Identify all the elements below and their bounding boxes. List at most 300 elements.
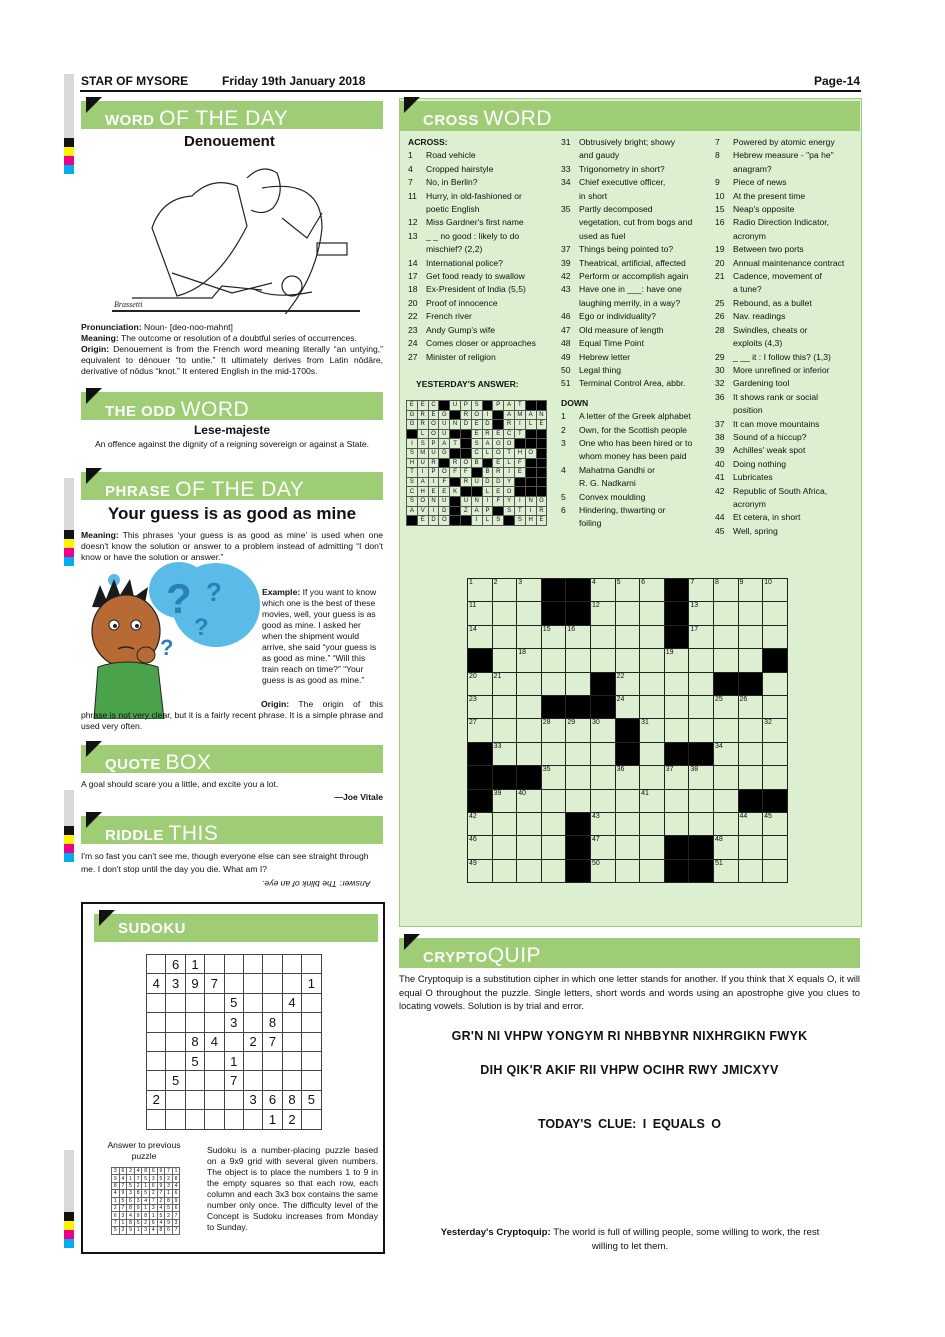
crossword-cell <box>566 649 591 672</box>
answer-cell: L <box>417 429 428 439</box>
black-square <box>492 766 517 789</box>
sudoku-cell: 2 <box>142 1219 150 1226</box>
clue-row <box>715 176 844 189</box>
answer-cell: T <box>504 448 515 458</box>
crossword-cell <box>541 719 566 742</box>
sudoku-cell: 6 <box>112 1212 120 1219</box>
clue-text: Minister of religion <box>426 351 496 362</box>
cell-number: 2 <box>493 579 498 586</box>
crossword-cell <box>763 766 788 789</box>
riddle-label-big: THIS <box>168 822 219 845</box>
clue-row <box>715 444 844 457</box>
clue-row <box>715 485 844 498</box>
answer-cell: Y <box>504 477 515 487</box>
cell-number: 50 <box>591 859 600 867</box>
cell-number: 35 <box>542 766 551 774</box>
cryptoquip-yesterday-text: The world is full of willing people, some willing to work, the rest willing to let them. <box>553 1227 820 1252</box>
black-square <box>514 439 525 449</box>
answer-cell: R <box>428 458 439 468</box>
crossword-cell <box>713 789 738 812</box>
answer-cell: D <box>439 506 450 516</box>
issue-date: Friday 19th January 2018 <box>222 74 366 88</box>
sudoku-cell: 2 <box>165 1212 173 1219</box>
crossword-cell <box>763 859 788 882</box>
clue-text: No, in Berlin? <box>426 177 478 188</box>
answer-cell: E <box>417 516 428 526</box>
answer-cell: C <box>407 487 418 497</box>
clue-text: a tune? <box>733 284 762 295</box>
clue-text: Trigonometry in short? <box>579 163 665 174</box>
black-square <box>738 672 763 695</box>
black-square <box>536 458 547 468</box>
sudoku-cell: 4 <box>112 1190 120 1197</box>
answer-cell: L <box>482 487 493 497</box>
clue-number: 27 <box>408 351 418 362</box>
svg-text:?: ? <box>194 614 209 641</box>
crossword-cell <box>640 695 665 718</box>
crossword-cell <box>590 649 615 672</box>
clue-row <box>561 283 692 296</box>
clue-number: 15 <box>715 204 725 215</box>
answer-cell: H <box>407 458 418 468</box>
sudoku-cell <box>302 1071 321 1090</box>
sudoku-cell <box>166 1110 185 1129</box>
paper-name: STAR OF MYSORE <box>81 74 189 88</box>
clue-row <box>715 404 844 417</box>
black-square <box>493 506 504 516</box>
answer-cell: O <box>460 458 471 468</box>
clue-number: 17 <box>408 271 418 282</box>
clue-text: Ex-President of India (5,5) <box>426 284 526 295</box>
sudoku-cell: 9 <box>134 1212 142 1219</box>
clue-number: 8 <box>715 150 720 161</box>
sudoku-cell: 9 <box>165 1219 173 1226</box>
clue-text: Terminal Control Area, abbr. <box>579 378 686 389</box>
clue-text: poetic English <box>426 204 480 215</box>
cell-number: 34 <box>714 742 723 750</box>
across-clues-col2 <box>561 136 692 531</box>
clue-text: and gaudy <box>579 150 620 161</box>
corner-mark <box>404 97 420 113</box>
answer-cell: B <box>471 458 482 468</box>
clue-number: 24 <box>408 338 418 349</box>
answer-cell: G <box>536 496 547 506</box>
black-square <box>664 579 689 602</box>
clue-number: 42 <box>715 485 725 496</box>
black-square <box>514 487 525 497</box>
clue-number: 14 <box>408 257 418 268</box>
cryptoquip-bar <box>399 938 860 968</box>
clue-row <box>715 216 844 229</box>
clue-row <box>408 163 536 176</box>
quote-author: —Joe Vitale <box>334 792 383 802</box>
sudoku-cell <box>185 1071 204 1090</box>
cryptoquip-label-big: QUIP <box>487 944 542 967</box>
clue-row <box>408 270 536 283</box>
sudoku-cell: 5 <box>224 993 243 1012</box>
clue-text: Doing nothing <box>733 458 787 469</box>
black-square <box>738 789 763 812</box>
clue-number: 1 <box>408 150 413 161</box>
answer-cell: P <box>493 401 504 411</box>
clue-text: Et cetera, in short <box>733 512 801 523</box>
sudoku-cell: 7 <box>263 1032 282 1051</box>
sudoku-cell: 2 <box>243 1032 262 1051</box>
crossword-cell <box>541 766 566 789</box>
answer-cell: D <box>428 516 439 526</box>
sudoku-cell <box>282 1051 301 1070</box>
crossword-cell <box>615 649 640 672</box>
sudoku-cell <box>224 974 243 993</box>
cryptoquip-label-small: CRYPTO <box>423 949 488 966</box>
crossword-cell <box>713 812 738 835</box>
clue-row <box>561 230 692 243</box>
answer-cell: E <box>536 420 547 430</box>
clue-text: Have one in ___: have one <box>579 284 682 295</box>
cell-number: 11 <box>469 602 477 610</box>
clue-number: 37 <box>715 418 725 429</box>
answer-cell: Y <box>504 496 515 506</box>
sudoku-cell: 5 <box>112 1227 120 1234</box>
cell-number: 24 <box>616 695 625 703</box>
clue-text: laughing merrily, in a way? <box>579 297 681 308</box>
cartoonist-signature: Brassetti <box>114 300 143 309</box>
clue-row <box>561 190 692 203</box>
answer-cell: P <box>428 439 439 449</box>
cryptoquip-clue: TODAY'S CLUE: I EQUALS O <box>537 1117 722 1131</box>
clue-row <box>408 337 536 350</box>
clue-text: It can move mountains <box>733 418 820 429</box>
cell-number: 6 <box>641 579 646 586</box>
clue-row <box>715 310 844 323</box>
corner-mark <box>86 388 102 404</box>
sudoku-cell: 7 <box>224 1071 243 1090</box>
black-square <box>525 458 536 468</box>
answer-cell: N <box>428 496 439 506</box>
sudoku-cell: 3 <box>172 1219 180 1226</box>
clue-text: Piece of news <box>733 177 787 188</box>
sudoku-cell <box>147 1032 166 1051</box>
sudoku-cell <box>302 993 321 1012</box>
crossword-cell <box>713 742 738 765</box>
answer-cell: M <box>514 410 525 420</box>
crossword-cell <box>738 812 763 835</box>
crossword-cell <box>689 812 714 835</box>
crossword-cell <box>640 766 665 789</box>
cell-number: 46 <box>469 836 477 844</box>
clue-text: Old measure of length <box>579 324 664 335</box>
cell-number: 51 <box>714 859 723 867</box>
across-clues-col1 <box>408 136 536 364</box>
sudoku-cell: 8 <box>127 1219 135 1226</box>
answer-cell: E <box>407 401 418 411</box>
clue-number: 13 <box>408 230 418 241</box>
answer-cell: E <box>417 401 428 411</box>
clue-number: 26 <box>715 311 725 322</box>
word-of-day-word: Denouement <box>184 133 275 150</box>
sudoku-cell <box>205 1071 224 1090</box>
clue-text: Legal thing <box>579 364 622 375</box>
sudoku-cell: 5 <box>185 1051 204 1070</box>
cell-number: 41 <box>641 789 649 797</box>
crossword-cell <box>517 649 542 672</box>
sudoku-cell <box>166 1051 185 1070</box>
crossword-cell <box>468 812 493 835</box>
answer-cell: E <box>471 429 482 439</box>
answer-cell: U <box>471 477 482 487</box>
crossword-cell <box>541 836 566 859</box>
answer-cell: S <box>407 477 418 487</box>
crossword-cell <box>713 649 738 672</box>
sudoku-cell: 2 <box>112 1204 120 1211</box>
sudoku-cell: 8 <box>157 1227 165 1234</box>
clue-number: 39 <box>561 257 571 268</box>
sudoku-cell: 8 <box>185 1032 204 1051</box>
answer-cell: P <box>428 468 439 478</box>
crossword-cell <box>566 672 591 695</box>
black-square <box>460 439 471 449</box>
clue-row <box>715 283 844 296</box>
cell-number: 31 <box>641 719 649 727</box>
down-clues-col3 <box>715 136 844 538</box>
answer-cell: R <box>417 420 428 430</box>
sudoku-cell <box>185 993 204 1012</box>
black-square <box>664 859 689 882</box>
crossword-cell <box>517 625 542 648</box>
clue-row <box>561 491 692 504</box>
clue-row <box>561 257 692 270</box>
black-square <box>566 812 591 835</box>
crossword-cell <box>738 625 763 648</box>
clue-text: Rebound, as a bullet <box>733 297 812 308</box>
answer-cell: I <box>482 496 493 506</box>
clue-number: 42 <box>561 271 571 282</box>
crossword-cell <box>664 649 689 672</box>
crossword-cell <box>492 859 517 882</box>
answer-cell: O <box>493 448 504 458</box>
clue-row <box>408 203 536 216</box>
crossword-cell <box>689 625 714 648</box>
sudoku-cell: 9 <box>134 1204 142 1211</box>
sudoku-cell: 5 <box>157 1175 165 1182</box>
crossword-cell <box>590 766 615 789</box>
origin-text: Denouement is from the French word meaning literally “an untying,” equivalent to dénouer “to untie.” It ultimately derives from Latin nōdāre, derivative of nōdus “knot.” It entered English in the mid-1700s. <box>81 344 384 376</box>
cell-number: 27 <box>469 719 477 727</box>
clue-row <box>561 310 692 323</box>
answer-cell: O <box>525 448 536 458</box>
black-square <box>664 625 689 648</box>
clue-text: foiling <box>579 518 602 529</box>
black-square <box>439 401 450 411</box>
cell-number: 23 <box>469 695 477 703</box>
cell-number: 25 <box>714 695 723 703</box>
black-square <box>407 429 418 439</box>
sudoku-cell: 5 <box>302 1090 321 1109</box>
crossword-cell <box>713 579 738 602</box>
clue-row <box>715 297 844 310</box>
answer-cell: G <box>407 410 418 420</box>
crossword-cell <box>738 719 763 742</box>
crossword-cell <box>541 812 566 835</box>
sudoku-cell: 7 <box>119 1182 127 1189</box>
answer-cell: F <box>514 458 525 468</box>
clue-number: 49 <box>561 351 571 362</box>
clue-number: 4 <box>561 464 566 475</box>
clue-text: Republic of South Africa, <box>733 485 828 496</box>
crossword-cell <box>492 719 517 742</box>
sudoku-cell <box>302 1051 321 1070</box>
riddle-label-small: RIDDLE <box>105 827 164 844</box>
sudoku-cell <box>205 1110 224 1129</box>
corner-mark <box>86 97 102 113</box>
clue-number: 12 <box>408 217 418 228</box>
svg-text:?: ? <box>166 575 192 622</box>
black-square <box>664 602 689 625</box>
clue-number: 43 <box>561 284 571 295</box>
cell-number: 38 <box>690 766 699 774</box>
odd-word-definition: An offence against the dignity of a reigning sovereign or against a State. <box>94 439 370 449</box>
clue-number: 16 <box>715 217 725 228</box>
corner-mark <box>404 934 420 950</box>
answer-cell: U <box>417 458 428 468</box>
cell-number: 20 <box>469 672 477 680</box>
sudoku-cell: 5 <box>119 1197 127 1204</box>
crossword-cell <box>640 719 665 742</box>
clue-text: A letter of the Greek alphabet <box>579 411 691 422</box>
crossword-cell <box>713 695 738 718</box>
answer-cell: R <box>493 468 504 478</box>
phrase-origin-label: Origin: <box>261 699 290 709</box>
crossword-cell <box>468 695 493 718</box>
clue-row <box>715 163 844 176</box>
black-square <box>763 789 788 812</box>
answer-cell: E <box>493 487 504 497</box>
sudoku-cell: 1 <box>112 1197 120 1204</box>
sudoku-cell: 3 <box>149 1175 157 1182</box>
answer-cell: D <box>482 420 493 430</box>
sudoku-cell <box>282 974 301 993</box>
black-square <box>763 649 788 672</box>
sudoku-cell: 1 <box>302 974 321 993</box>
crossword-cell <box>590 602 615 625</box>
cell-number: 4 <box>591 579 596 586</box>
clue-text: Hebrew letter <box>579 351 631 362</box>
clue-row <box>715 498 844 511</box>
sudoku-cell: 5 <box>142 1175 150 1182</box>
answer-cell: S <box>493 516 504 526</box>
sudoku-cell <box>147 1051 166 1070</box>
clue-text: Radio Direction Indicator, <box>733 217 830 228</box>
clue-number: 46 <box>561 311 571 322</box>
cryptoquip-yesterday <box>440 1226 820 1253</box>
sudoku-cell: 6 <box>149 1219 157 1226</box>
riddle-bar <box>81 816 383 844</box>
clue-row <box>715 364 844 377</box>
answer-cell: N <box>450 420 461 430</box>
cryptoquip-intro: The Cryptoquip is a substitution cipher in which one letter stands for another. If you think that X equals O, it will equal O throughout the puzzle. Single letters, short words and words using an apostrophe give you clues to locating vowels. Solution is by trial and error. <box>399 973 860 1011</box>
crossword-grid <box>467 578 788 883</box>
black-square <box>536 448 547 458</box>
black-square <box>482 458 493 468</box>
answer-cell: E <box>471 420 482 430</box>
crossword-cell <box>763 836 788 859</box>
crossword-cell <box>590 719 615 742</box>
clue-row <box>561 149 692 162</box>
black-square <box>541 602 566 625</box>
sudoku-cell <box>302 1110 321 1129</box>
clue-row <box>715 511 844 524</box>
sudoku-cell <box>282 955 301 974</box>
clue-row <box>715 431 844 444</box>
sudoku-cell <box>243 1013 262 1032</box>
crossword-cell <box>492 625 517 648</box>
answer-cell: C <box>471 448 482 458</box>
clue-number: 32 <box>715 378 725 389</box>
crossword-cell <box>541 672 566 695</box>
sudoku-cell: 8 <box>112 1182 120 1189</box>
sudoku-cell <box>166 1013 185 1032</box>
clue-number: 9 <box>715 177 720 188</box>
sudoku-cell: 1 <box>149 1212 157 1219</box>
sudoku-cell: 3 <box>149 1204 157 1211</box>
black-square <box>566 859 591 882</box>
answer-cell: N <box>471 496 482 506</box>
sudoku-cell: 7 <box>134 1175 142 1182</box>
crossword-cell <box>713 602 738 625</box>
clue-text: One who has been hired or to <box>579 437 693 448</box>
phrase-origin <box>81 699 383 732</box>
clue-row <box>408 230 536 243</box>
crossword-cell <box>738 836 763 859</box>
black-square <box>536 401 547 411</box>
svg-text:?: ? <box>160 635 174 660</box>
crossword-label-small: CROSS <box>423 112 479 129</box>
answer-cell: O <box>504 487 515 497</box>
sudoku-cell: 2 <box>165 1175 173 1182</box>
black-square <box>517 766 542 789</box>
sudoku-cell <box>147 1110 166 1129</box>
phrase-meaning-label: Meaning: <box>81 530 119 540</box>
crossword-cell <box>738 859 763 882</box>
sudoku-cell: 7 <box>165 1168 173 1175</box>
cell-number: 37 <box>665 766 674 774</box>
clue-row <box>715 257 844 270</box>
crossword-cell <box>615 789 640 812</box>
sudoku-cell: 1 <box>142 1204 150 1211</box>
clue-text: acronym <box>733 230 766 241</box>
clue-text: acronym <box>733 498 766 509</box>
sudoku-cell: 1 <box>165 1190 173 1197</box>
cell-number: 13 <box>690 602 699 610</box>
sudoku-cell: 8 <box>172 1175 180 1182</box>
cell-number: 26 <box>739 695 748 703</box>
sudoku-cell <box>243 974 262 993</box>
black-square <box>493 420 504 430</box>
sudoku-cell: 4 <box>205 1032 224 1051</box>
sudoku-cell: 6 <box>166 955 185 974</box>
crossword-cell <box>492 812 517 835</box>
sudoku-cell: 9 <box>172 1197 180 1204</box>
clue-row <box>408 351 536 364</box>
answer-cell: I <box>407 439 418 449</box>
black-square <box>664 836 689 859</box>
crossword-cell <box>713 859 738 882</box>
clue-row <box>715 458 844 471</box>
cell-number: 9 <box>739 579 744 586</box>
clue-text: Cadence, movement of <box>733 271 822 282</box>
sudoku-cell <box>205 955 224 974</box>
black-square <box>566 695 591 718</box>
